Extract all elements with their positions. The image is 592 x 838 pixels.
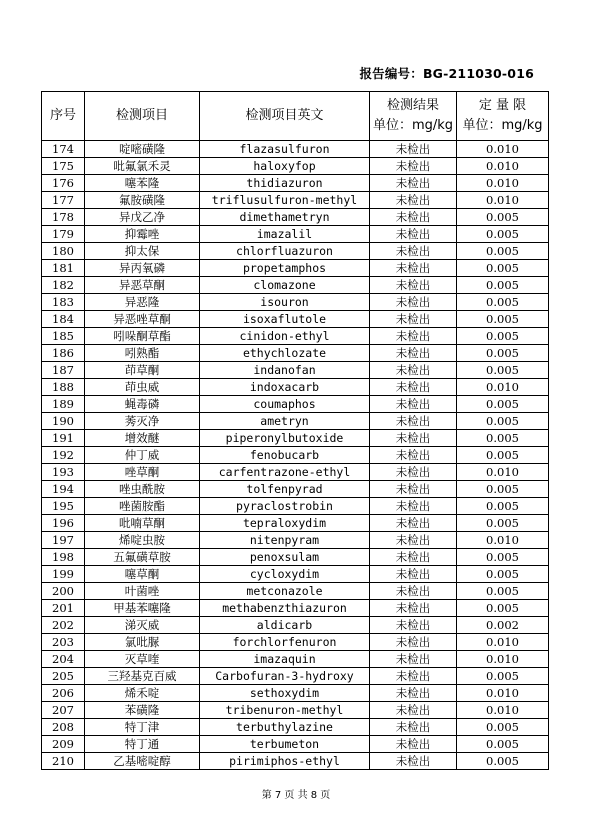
cell-item: 特丁津 <box>85 719 200 736</box>
cell-seq: 196 <box>42 515 85 532</box>
cell-seq: 194 <box>42 481 85 498</box>
cell-limit: 0.010 <box>457 634 549 651</box>
cell-item: 蝇毒磷 <box>85 396 200 413</box>
table-row <box>42 753 549 770</box>
header-result <box>370 92 457 141</box>
cell-seq: 177 <box>42 192 85 209</box>
table-row <box>42 158 549 175</box>
cell-item: 特丁通 <box>85 736 200 753</box>
cell-item: 唑菌胺酯 <box>85 498 200 515</box>
cell-result: 未检出 <box>370 260 457 277</box>
cell-seq: 199 <box>42 566 85 583</box>
table-row <box>42 481 549 498</box>
cell-limit: 0.010 <box>457 651 549 668</box>
cell-seq: 193 <box>42 464 85 481</box>
cell-seq: 181 <box>42 260 85 277</box>
cell-result: 未检出 <box>370 209 457 226</box>
cell-seq: 192 <box>42 447 85 464</box>
table-row <box>42 634 549 651</box>
cell-item-en: tepraloxydim <box>200 515 370 532</box>
cell-item-en: tolfenpyrad <box>200 481 370 498</box>
cell-result: 未检出 <box>370 294 457 311</box>
cell-item: 氯吡脲 <box>85 634 200 651</box>
cell-result: 未检出 <box>370 430 457 447</box>
cell-item-en: dimethametryn <box>200 209 370 226</box>
cell-item: 异恶草酮 <box>85 277 200 294</box>
cell-item: 抑霉唑 <box>85 226 200 243</box>
cell-item: 唑虫酰胺 <box>85 481 200 498</box>
cell-item: 吲熟酯 <box>85 345 200 362</box>
cell-result: 未检出 <box>370 719 457 736</box>
cell-result: 未检出 <box>370 532 457 549</box>
cell-item-en: indanofan <box>200 362 370 379</box>
cell-limit: 0.005 <box>457 311 549 328</box>
cell-item: 茚虫威 <box>85 379 200 396</box>
table-row <box>42 226 549 243</box>
cell-item-en: thidiazuron <box>200 175 370 192</box>
cell-item: 增效醚 <box>85 430 200 447</box>
table-row <box>42 379 549 396</box>
cell-result: 未检出 <box>370 226 457 243</box>
cell-item-en: metconazole <box>200 583 370 600</box>
cell-limit: 0.005 <box>457 566 549 583</box>
cell-result: 未检出 <box>370 413 457 430</box>
cell-item-en: pirimiphos-ethyl <box>200 753 370 770</box>
cell-limit: 0.005 <box>457 243 549 260</box>
cell-item-en: terbuthylazine <box>200 719 370 736</box>
cell-item: 氟胺磺隆 <box>85 192 200 209</box>
cell-item: 莠灭净 <box>85 413 200 430</box>
cell-item: 异丙氧磷 <box>85 260 200 277</box>
header-limit-title: 定 量 限 <box>478 98 527 113</box>
table-row <box>42 362 549 379</box>
header-seq: 序号 <box>42 92 85 141</box>
cell-item-en: forchlorfenuron <box>200 634 370 651</box>
cell-item: 乙基嘧啶醇 <box>85 753 200 770</box>
cell-seq: 210 <box>42 753 85 770</box>
cell-seq: 176 <box>42 175 85 192</box>
cell-limit: 0.005 <box>457 600 549 617</box>
cell-limit: 0.002 <box>457 617 549 634</box>
table-row <box>42 464 549 481</box>
table-row <box>42 651 549 668</box>
cell-item: 吡氟氯禾灵 <box>85 158 200 175</box>
table-row <box>42 532 549 549</box>
cell-item-en: isoxaflutole <box>200 311 370 328</box>
page-footer: 第 7 页 共 8 页 <box>261 790 331 801</box>
cell-item: 苯磺隆 <box>85 702 200 719</box>
cell-item-en: clomazone <box>200 277 370 294</box>
table-row <box>42 566 549 583</box>
header-result-title: 检测结果 <box>386 98 439 113</box>
cell-seq: 202 <box>42 617 85 634</box>
cell-seq: 200 <box>42 583 85 600</box>
cell-item-en: haloxyfop <box>200 158 370 175</box>
cell-seq: 174 <box>42 141 85 158</box>
cell-item-en: cycloxydim <box>200 566 370 583</box>
cell-limit: 0.005 <box>457 515 549 532</box>
report-number: 报告编号：BG-211030-016 <box>359 66 534 81</box>
cell-item: 异恶隆 <box>85 294 200 311</box>
cell-seq: 191 <box>42 430 85 447</box>
cell-item-en: ametryn <box>200 413 370 430</box>
cell-limit: 0.005 <box>457 226 549 243</box>
cell-item-en: indoxacarb <box>200 379 370 396</box>
table-row <box>42 600 549 617</box>
cell-result: 未检出 <box>370 311 457 328</box>
cell-seq: 187 <box>42 362 85 379</box>
cell-limit: 0.005 <box>457 447 549 464</box>
header-limit-unit: 单位：mg/kg <box>462 118 543 133</box>
table-row <box>42 345 549 362</box>
cell-limit: 0.010 <box>457 175 549 192</box>
cell-item: 唑草酮 <box>85 464 200 481</box>
cell-limit: 0.005 <box>457 549 549 566</box>
cell-result: 未检出 <box>370 566 457 583</box>
table-row <box>42 209 549 226</box>
cell-result: 未检出 <box>370 634 457 651</box>
cell-item-en: penoxsulam <box>200 549 370 566</box>
table-row <box>42 668 549 685</box>
cell-result: 未检出 <box>370 549 457 566</box>
cell-limit: 0.005 <box>457 413 549 430</box>
cell-result: 未检出 <box>370 600 457 617</box>
cell-item: 灭草喹 <box>85 651 200 668</box>
cell-item-en: imazaquin <box>200 651 370 668</box>
cell-seq: 198 <box>42 549 85 566</box>
cell-limit: 0.010 <box>457 141 549 158</box>
cell-item-en: carfentrazone-ethyl <box>200 464 370 481</box>
cell-limit: 0.005 <box>457 430 549 447</box>
cell-limit: 0.005 <box>457 328 549 345</box>
cell-limit: 0.005 <box>457 294 549 311</box>
cell-item: 仲丁威 <box>85 447 200 464</box>
cell-result: 未检出 <box>370 736 457 753</box>
cell-item: 异戊乙净 <box>85 209 200 226</box>
table-header-row <box>42 92 549 141</box>
header-limit <box>457 92 549 141</box>
cell-item-en: methabenzthiazuron <box>200 600 370 617</box>
table-row <box>42 141 549 158</box>
header-item: 检测项目 <box>85 92 200 141</box>
results-table <box>41 91 549 770</box>
cell-item-en: Carbofuran-3-hydroxy <box>200 668 370 685</box>
cell-item: 三羟基克百威 <box>85 668 200 685</box>
cell-item: 吡喃草酮 <box>85 515 200 532</box>
header-item-en: 检测项目英文 <box>200 92 370 141</box>
cell-item-en: terbumeton <box>200 736 370 753</box>
table-row <box>42 311 549 328</box>
cell-result: 未检出 <box>370 515 457 532</box>
cell-item-en: ethychlozate <box>200 345 370 362</box>
cell-result: 未检出 <box>370 685 457 702</box>
cell-item-en: propetamphos <box>200 260 370 277</box>
cell-result: 未检出 <box>370 651 457 668</box>
cell-item: 抑太保 <box>85 243 200 260</box>
cell-seq: 209 <box>42 736 85 753</box>
table-row <box>42 260 549 277</box>
cell-seq: 207 <box>42 702 85 719</box>
cell-seq: 201 <box>42 600 85 617</box>
cell-item: 啶嘧磺隆 <box>85 141 200 158</box>
cell-item-en: tribenuron-methyl <box>200 702 370 719</box>
table-row <box>42 175 549 192</box>
cell-result: 未检出 <box>370 192 457 209</box>
cell-limit: 0.005 <box>457 719 549 736</box>
cell-seq: 203 <box>42 634 85 651</box>
cell-item: 噻苯隆 <box>85 175 200 192</box>
cell-result: 未检出 <box>370 328 457 345</box>
cell-item: 烯禾啶 <box>85 685 200 702</box>
cell-limit: 0.010 <box>457 379 549 396</box>
cell-seq: 185 <box>42 328 85 345</box>
cell-seq: 179 <box>42 226 85 243</box>
cell-seq: 205 <box>42 668 85 685</box>
header-result-unit: 单位：mg/kg <box>372 118 454 133</box>
table-row <box>42 396 549 413</box>
table-row <box>42 328 549 345</box>
cell-limit: 0.010 <box>457 702 549 719</box>
cell-limit: 0.010 <box>457 685 549 702</box>
cell-result: 未检出 <box>370 617 457 634</box>
cell-item-en: pyraclostrobin <box>200 498 370 515</box>
cell-seq: 186 <box>42 345 85 362</box>
cell-item: 甲基苯噻隆 <box>85 600 200 617</box>
table-row <box>42 736 549 753</box>
cell-limit: 0.005 <box>457 396 549 413</box>
cell-result: 未检出 <box>370 498 457 515</box>
cell-limit: 0.005 <box>457 668 549 685</box>
cell-result: 未检出 <box>370 481 457 498</box>
cell-seq: 178 <box>42 209 85 226</box>
cell-limit: 0.005 <box>457 498 549 515</box>
cell-limit: 0.005 <box>457 481 549 498</box>
cell-item-en: nitenpyram <box>200 532 370 549</box>
cell-seq: 189 <box>42 396 85 413</box>
table-row <box>42 192 549 209</box>
cell-result: 未检出 <box>370 243 457 260</box>
cell-item: 烯啶虫胺 <box>85 532 200 549</box>
cell-seq: 206 <box>42 685 85 702</box>
cell-seq: 188 <box>42 379 85 396</box>
cell-item: 茚草酮 <box>85 362 200 379</box>
cell-item: 异恶唑草酮 <box>85 311 200 328</box>
cell-item-en: triflusulfuron-methyl <box>200 192 370 209</box>
cell-result: 未检出 <box>370 362 457 379</box>
cell-item: 噻草酮 <box>85 566 200 583</box>
cell-item: 吲哚酮草酯 <box>85 328 200 345</box>
cell-item-en: chlorfluazuron <box>200 243 370 260</box>
cell-limit: 0.010 <box>457 532 549 549</box>
cell-item-en: isouron <box>200 294 370 311</box>
table-row <box>42 719 549 736</box>
cell-seq: 183 <box>42 294 85 311</box>
cell-limit: 0.005 <box>457 736 549 753</box>
cell-limit: 0.005 <box>457 583 549 600</box>
cell-item-en: aldicarb <box>200 617 370 634</box>
cell-item-en: piperonylbutoxide <box>200 430 370 447</box>
cell-item: 叶菌唑 <box>85 583 200 600</box>
table-row <box>42 583 549 600</box>
cell-result: 未检出 <box>370 277 457 294</box>
table-row <box>42 413 549 430</box>
table-row <box>42 702 549 719</box>
cell-seq: 184 <box>42 311 85 328</box>
cell-result: 未检出 <box>370 175 457 192</box>
cell-result: 未检出 <box>370 702 457 719</box>
cell-limit: 0.005 <box>457 260 549 277</box>
cell-seq: 175 <box>42 158 85 175</box>
cell-limit: 0.010 <box>457 464 549 481</box>
table-row <box>42 447 549 464</box>
cell-limit: 0.005 <box>457 277 549 294</box>
table-row <box>42 617 549 634</box>
cell-seq: 195 <box>42 498 85 515</box>
cell-result: 未检出 <box>370 753 457 770</box>
cell-result: 未检出 <box>370 396 457 413</box>
table-row <box>42 243 549 260</box>
cell-item-en: fenobucarb <box>200 447 370 464</box>
table-row <box>42 685 549 702</box>
cell-seq: 190 <box>42 413 85 430</box>
cell-result: 未检出 <box>370 464 457 481</box>
table-row <box>42 515 549 532</box>
cell-result: 未检出 <box>370 668 457 685</box>
cell-seq: 208 <box>42 719 85 736</box>
cell-limit: 0.005 <box>457 753 549 770</box>
cell-item: 涕灭威 <box>85 617 200 634</box>
cell-item-en: sethoxydim <box>200 685 370 702</box>
cell-item-en: coumaphos <box>200 396 370 413</box>
cell-result: 未检出 <box>370 379 457 396</box>
cell-item-en: flazasulfuron <box>200 141 370 158</box>
cell-seq: 182 <box>42 277 85 294</box>
cell-seq: 180 <box>42 243 85 260</box>
cell-result: 未检出 <box>370 141 457 158</box>
cell-result: 未检出 <box>370 447 457 464</box>
cell-seq: 204 <box>42 651 85 668</box>
cell-limit: 0.010 <box>457 192 549 209</box>
cell-item-en: imazalil <box>200 226 370 243</box>
cell-result: 未检出 <box>370 345 457 362</box>
cell-result: 未检出 <box>370 583 457 600</box>
cell-limit: 0.005 <box>457 209 549 226</box>
cell-item-en: cinidon-ethyl <box>200 328 370 345</box>
table-row <box>42 277 549 294</box>
cell-limit: 0.010 <box>457 158 549 175</box>
table-row <box>42 294 549 311</box>
cell-limit: 0.005 <box>457 345 549 362</box>
table-row <box>42 430 549 447</box>
cell-seq: 197 <box>42 532 85 549</box>
cell-limit: 0.005 <box>457 362 549 379</box>
table-row <box>42 498 549 515</box>
table-body <box>42 141 549 770</box>
table-row <box>42 549 549 566</box>
cell-item: 五氟磺草胺 <box>85 549 200 566</box>
cell-result: 未检出 <box>370 158 457 175</box>
